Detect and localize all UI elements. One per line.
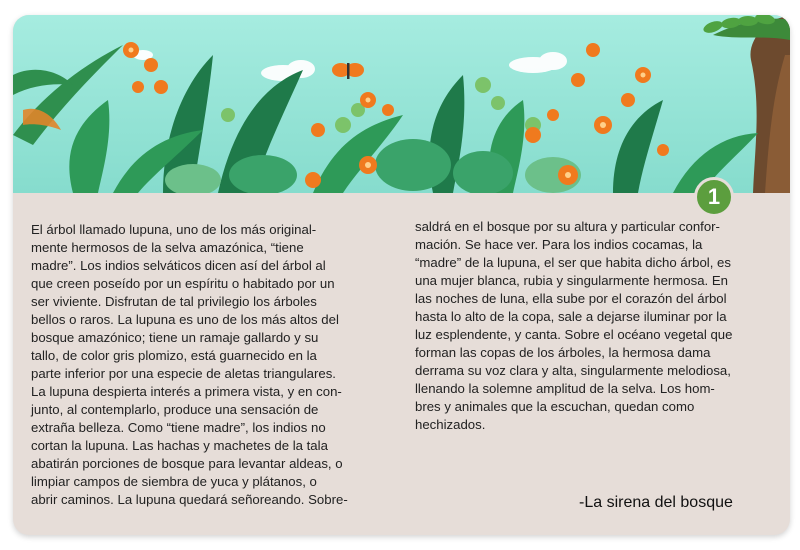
text-line: las noches de luna, ella sube por el corazón del árbol: [415, 291, 727, 306]
text-line: limpiar campos de siembra de yuca y plátanos, o: [31, 474, 317, 489]
text-line: bosque amazónico; tiene un ramaje gallardo y su: [31, 330, 319, 345]
reading-column-right: [415, 218, 775, 434]
text-line: abrir caminos. La lupuna quedará señoreando. Sobre-: [31, 492, 348, 507]
text-line: El árbol llamado lupuna, uno de los más original-: [31, 222, 317, 237]
text-line: abatirán porciones de bosque para levantar aldeas, o: [31, 456, 343, 471]
text-line: derrama su voz clara y alta, singularmente melodiosa,: [415, 363, 731, 378]
text-line: llenando la solemne amplitud de la selva. Los hom-: [415, 381, 715, 396]
text-line: parte inferior por una especie de aletas triangulares.: [31, 366, 336, 381]
text-line: junto, al contemplarlo, produce una sensación de: [31, 402, 319, 417]
text-line: “madre” de la lupuna, el ser que habita dicho árbol, es: [415, 255, 731, 270]
text-line: luz esplendente, y canta. Sobre el océano vegetal que: [415, 327, 733, 342]
reading-column-left: [31, 221, 391, 509]
text-line: La lupuna despierta interés a primera vista, y en con-: [31, 384, 342, 399]
text-line: bellos o raros. La lupuna es uno de los más altos del: [31, 312, 339, 327]
text-line: saldrá en el bosque por su altura y particular confor-: [415, 219, 720, 234]
text-line: bres y animales que la escuchan, quedan como: [415, 399, 695, 414]
text-line: madre”. Los indios selváticos dicen así del árbol al: [31, 258, 326, 273]
section-number-badge: 1: [694, 177, 734, 217]
text-line: forman las copas de los árboles, la hermosa dama: [415, 345, 711, 360]
text-line: que creen poseído por un espíritu o habitado por un: [31, 276, 335, 291]
text-line: hechizados.: [415, 417, 486, 432]
text-line: cortan la lupuna. Las hachas y machetes de la tala: [31, 438, 328, 453]
text-line: tallo, de color gris plomizo, está guarnecido en la: [31, 348, 317, 363]
text-line: una mujer blanca, rubia y singularmente hermosa. En: [415, 273, 729, 288]
text-line: ser viviente. Disfrutan de tal privilegio los árboles: [31, 294, 317, 309]
text-line: extraña belleza. Como “tiene madre”, los indios no: [31, 420, 326, 435]
reading-card: [13, 15, 790, 535]
story-signature: -La sirena del bosque: [579, 494, 733, 511]
jungle-illustration: [13, 15, 790, 193]
text-line: hasta lo alto de la copa, sale a dejarse iluminar por la: [415, 309, 727, 324]
text-line: mación. Se hace ver. Para los indios cocamas, la: [415, 237, 703, 252]
text-line: mente hermosos de la selva amazónica, “tiene: [31, 240, 304, 255]
